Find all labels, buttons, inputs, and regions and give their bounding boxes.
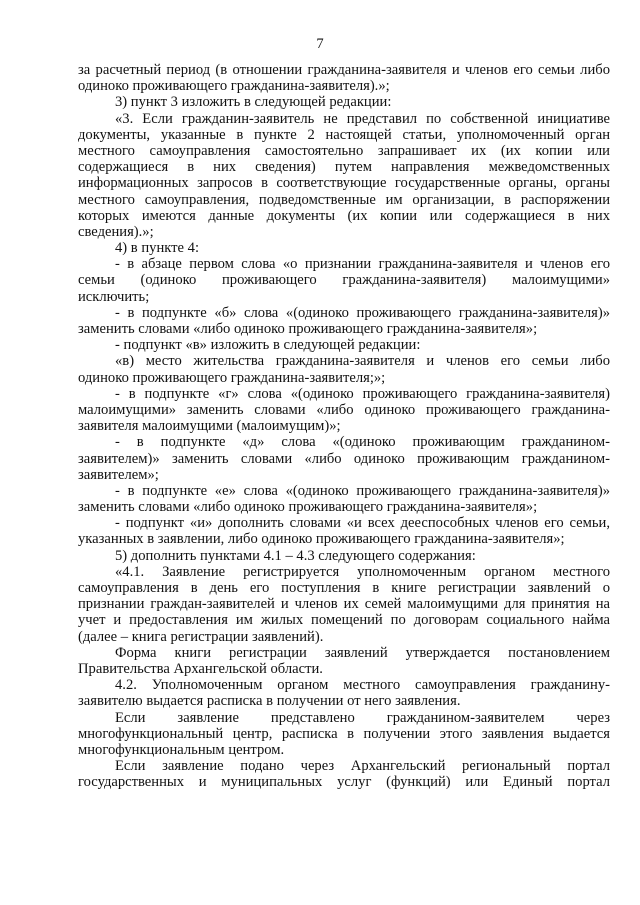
text-line: заявителем)» заменить словами «либо одиноко проживающим гражданином- <box>78 450 610 467</box>
text-line: - в подпункте «д» слова «(одиноко проживающим гражданином- <box>115 434 610 451</box>
text-line: заменить словами «либо одиноко проживающего гражданина-заявителя»; <box>78 321 538 337</box>
text-line: - в подпункте «б» слова «(одиноко проживающего гражданина-заявителя)» <box>115 304 610 321</box>
text-line: 3) пункт 3 изложить в следующей редакции: <box>115 94 392 111</box>
text-line: многофункциональный центр, расписка в получении этого заявления выдается <box>78 725 610 742</box>
text-line: многофункциональным центром. <box>78 741 285 758</box>
text-line: Форма книги регистрации заявлений утверждается постановлением <box>115 644 610 661</box>
text-line: признании граждан-заявителей и членов их семей малоимущими для принятия на <box>78 596 610 613</box>
text-line: самоуправления в день его поступления в книге регистрации заявлений о <box>78 580 610 596</box>
text-line: указанных в заявлении, либо одиноко проживающего гражданина-заявителя»; <box>78 531 565 548</box>
text-line: семьи (одиноко проживающего гражданина-заявителя) малоимущими» <box>78 272 610 289</box>
text-line: учет и предоставления им жилых помещений по договорам социального найма <box>78 612 610 629</box>
text-line: местного самоуправления самостоятельно запрашивает их (их копии или <box>78 142 610 159</box>
text-line: 5) дополнить пунктами 4.1 – 4.3 следующего содержания: <box>115 547 476 564</box>
text-line: (далее – книга регистрации заявлений). <box>78 628 324 645</box>
text-line: - в подпункте «г» слова «(одиноко проживающего гражданина-заявителя) <box>115 385 610 402</box>
text-line: Правительства Архангельской области. <box>78 660 323 677</box>
text-line: - в подпункте «е» слова «(одиноко проживающего гражданина-заявителя)» <box>115 482 610 499</box>
document-body <box>78 62 610 790</box>
text-line: местного самоуправления, подведомственные им организации, в распоряжении <box>78 191 610 208</box>
text-line: 4) в пункте 4: <box>115 240 200 257</box>
text-line: документы, указанные в пункте 2 настоящей статьи, уполномоченный орган <box>78 126 610 143</box>
text-line: Если заявление подано через Архангельский региональный портал <box>115 758 610 775</box>
text-line: - в абзаце первом слова «о признании гражданина-заявителя и членов его <box>115 256 610 273</box>
page-number: 7 <box>316 36 324 52</box>
text-line: государственных и муниципальных услуг (функций) или Единый портал <box>78 774 610 791</box>
text-line: которых имеются данные документы (их копии или содержащиеся в них <box>78 207 610 224</box>
text-line: сведения).»; <box>78 223 154 240</box>
text-line: заявителем»; <box>78 466 159 483</box>
text-line: заявителю выдается расписка в получении от него заявления. <box>78 693 461 710</box>
text-line: «3. Если гражданин-заявитель не представил по собственной инициативе <box>115 110 610 127</box>
text-line: 4.2. Уполномоченным органом местного самоуправления гражданину- <box>115 677 610 694</box>
text-line: заменить словами «либо одиноко проживающего гражданина-заявителя»; <box>78 499 538 516</box>
text-line: за расчетный период (в отношении гражданина-заявителя и членов его семьи либо <box>78 62 610 78</box>
text-line: Если заявление представлено гражданином-заявителем через <box>115 709 610 726</box>
text-line: малоимущими» заменить словами «либо одиноко проживающего гражданина- <box>78 401 610 418</box>
text-line: - подпункт «и» дополнить словами «и всех дееспособных членов его семьи, <box>115 515 610 532</box>
text-line: одиноко проживающего гражданина-заявителя).»; <box>78 78 390 95</box>
text-line: исключить; <box>78 288 150 305</box>
text-line: - подпункт «в» изложить в следующей редакции: <box>115 337 421 354</box>
text-line: содержащиеся в них сведения) путем направления межведомственных <box>78 159 610 176</box>
text-line: информационных запросов в соответствующие государственные органы, органы <box>78 175 610 192</box>
text-line: «в) место жительства гражданина-заявителя и членов его семьи либо <box>115 353 610 370</box>
text-line: заявителя малоимущими (малоимущим)»; <box>78 418 341 435</box>
text-line: одиноко проживающего гражданина-заявителя;»; <box>78 369 386 386</box>
text-line: «4.1. Заявление регистрируется уполномоченным органом местного <box>115 563 610 580</box>
